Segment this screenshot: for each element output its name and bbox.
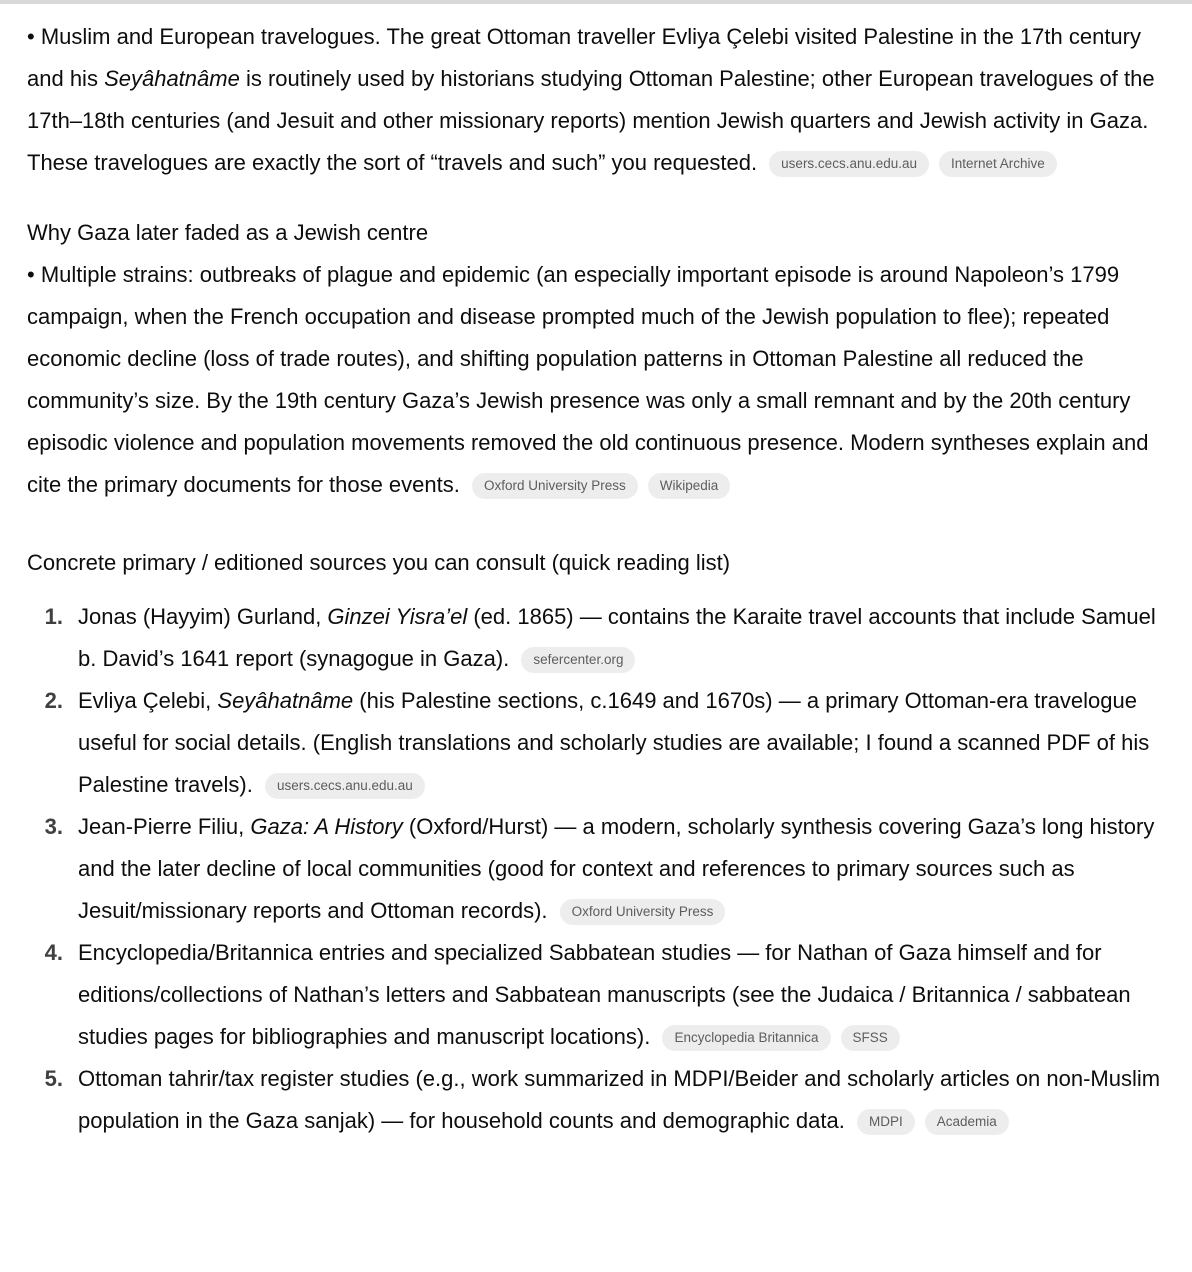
text-run: Ottoman tahrir/tax register studies (e.g., work summarized in MDPI/Beider and scholarly articles on non-Muslim population in the Gaza sanjak) — for household counts and demographic data. <box>78 1066 1161 1133</box>
text-run: • Muslim and European travelogues. The great Ottoman traveller Evliya Çelebi visited Palestine in the 17th century and his <box>27 24 1141 91</box>
source-citation-pill[interactable]: Internet Archive <box>939 151 1057 177</box>
italic-title-text: Gaza: A History <box>250 814 403 839</box>
list-item-number: 5. <box>44 1066 63 1091</box>
list-item-number: 3. <box>44 814 63 839</box>
source-citation-pill[interactable]: sefercenter.org <box>521 647 635 673</box>
list-item <box>27 806 1176 932</box>
italic-title-text: Seyâhatnâme <box>104 66 240 91</box>
list-item-number: 2. <box>44 688 63 713</box>
list-item-text <box>78 1066 1160 1133</box>
source-citation-pill[interactable]: Encyclopedia Britannica <box>662 1025 830 1051</box>
list-item-text <box>78 688 1149 797</box>
heading-why-gaza-faded: Why Gaza later faded as a Jewish centre <box>27 220 429 245</box>
paragraph-travelogues <box>27 16 1176 184</box>
reading-list <box>27 596 1176 1142</box>
list-item <box>27 596 1176 680</box>
list-item <box>27 932 1176 1058</box>
assistant-message <box>0 4 1192 1168</box>
text-run: (Oxford/Hurst) — a modern, scholarly synthesis covering Gaza’s long history and the later decline of local communities (good for context and references to primary sources such as Jesuit/missionary reports and Ottoman records). <box>78 814 1155 923</box>
italic-title-text: Seyâhatnâme <box>217 688 354 713</box>
list-item-text <box>78 814 1154 923</box>
source-citation-pill[interactable]: Academia <box>925 1109 1009 1135</box>
list-item-text <box>78 604 1156 671</box>
source-citation-pill[interactable]: users.cecs.anu.edu.au <box>769 151 929 177</box>
text-run: • Multiple strains: outbreaks of plague and epidemic (an especially important episode is around Napoleon’s 1799 campaign, when the French occupation and disease prompted much of the Jewish population to flee); repeated economic decline (loss of trade routes), and shifting population patterns in Ottoman Palestine all reduced the community’s size. By the 19th century Gaza’s Jewish presence was only a small remnant and by the 20th century episodic violence and population movements removed the old continuous presence. Modern syntheses explain and cite the primary documents for those events. <box>27 262 1149 497</box>
list-item-number: 4. <box>44 940 63 965</box>
text-run: Jonas (Hayyim) Gurland, <box>78 604 328 629</box>
text-run: (ed. 1865) — contains the Karaite travel accounts that include Samuel b. David’s 1641 report (synagogue in Gaza). <box>78 604 1156 671</box>
source-citation-pill[interactable]: SFSS <box>841 1025 900 1051</box>
list-item <box>27 680 1176 806</box>
text-run: (his Palestine sections, c.1649 and 1670s) — a primary Ottoman-era travelogue useful for social details. (English translations and scholarly studies are available; I found a scanned PDF of his Palestine travels). <box>78 688 1150 797</box>
source-citation-pill[interactable]: Oxford University Press <box>560 899 726 925</box>
heading-concrete-sources: Concrete primary / editioned sources you can consult (quick reading list) <box>27 550 731 575</box>
list-item <box>27 1058 1176 1142</box>
list-item-text <box>78 940 1131 1049</box>
italic-title-text: Ginzei Yisra’el <box>327 604 468 629</box>
source-citation-pill[interactable]: Oxford University Press <box>472 473 638 499</box>
text-run: is routinely used by historians studying Ottoman Palestine; other European travelogues of the 17th–18th centuries (and Jesuit and other missionary reports) mention Jewish quarters and Jewish activity in Gaza. These travelogues are exactly the sort of “travels and such” you requested. <box>27 66 1155 175</box>
text-run: Evliya Çelebi, <box>78 688 218 713</box>
text-run: Jean-Pierre Filiu, <box>78 814 251 839</box>
source-citation-pill[interactable]: MDPI <box>857 1109 915 1135</box>
list-item-number: 1. <box>44 604 63 629</box>
paragraph-multiple-strains <box>27 254 1176 506</box>
text-run: Encyclopedia/Britannica entries and specialized Sabbatean studies — for Nathan of Gaza himself and for editions/collections of Nathan’s letters and Sabbatean manuscripts (see the Judaica / Britannica / sabbatean studies pages for bibliographies and manuscript locations). <box>78 940 1131 1049</box>
source-citation-pill[interactable]: users.cecs.anu.edu.au <box>265 773 425 799</box>
source-citation-pill[interactable]: Wikipedia <box>648 473 731 499</box>
